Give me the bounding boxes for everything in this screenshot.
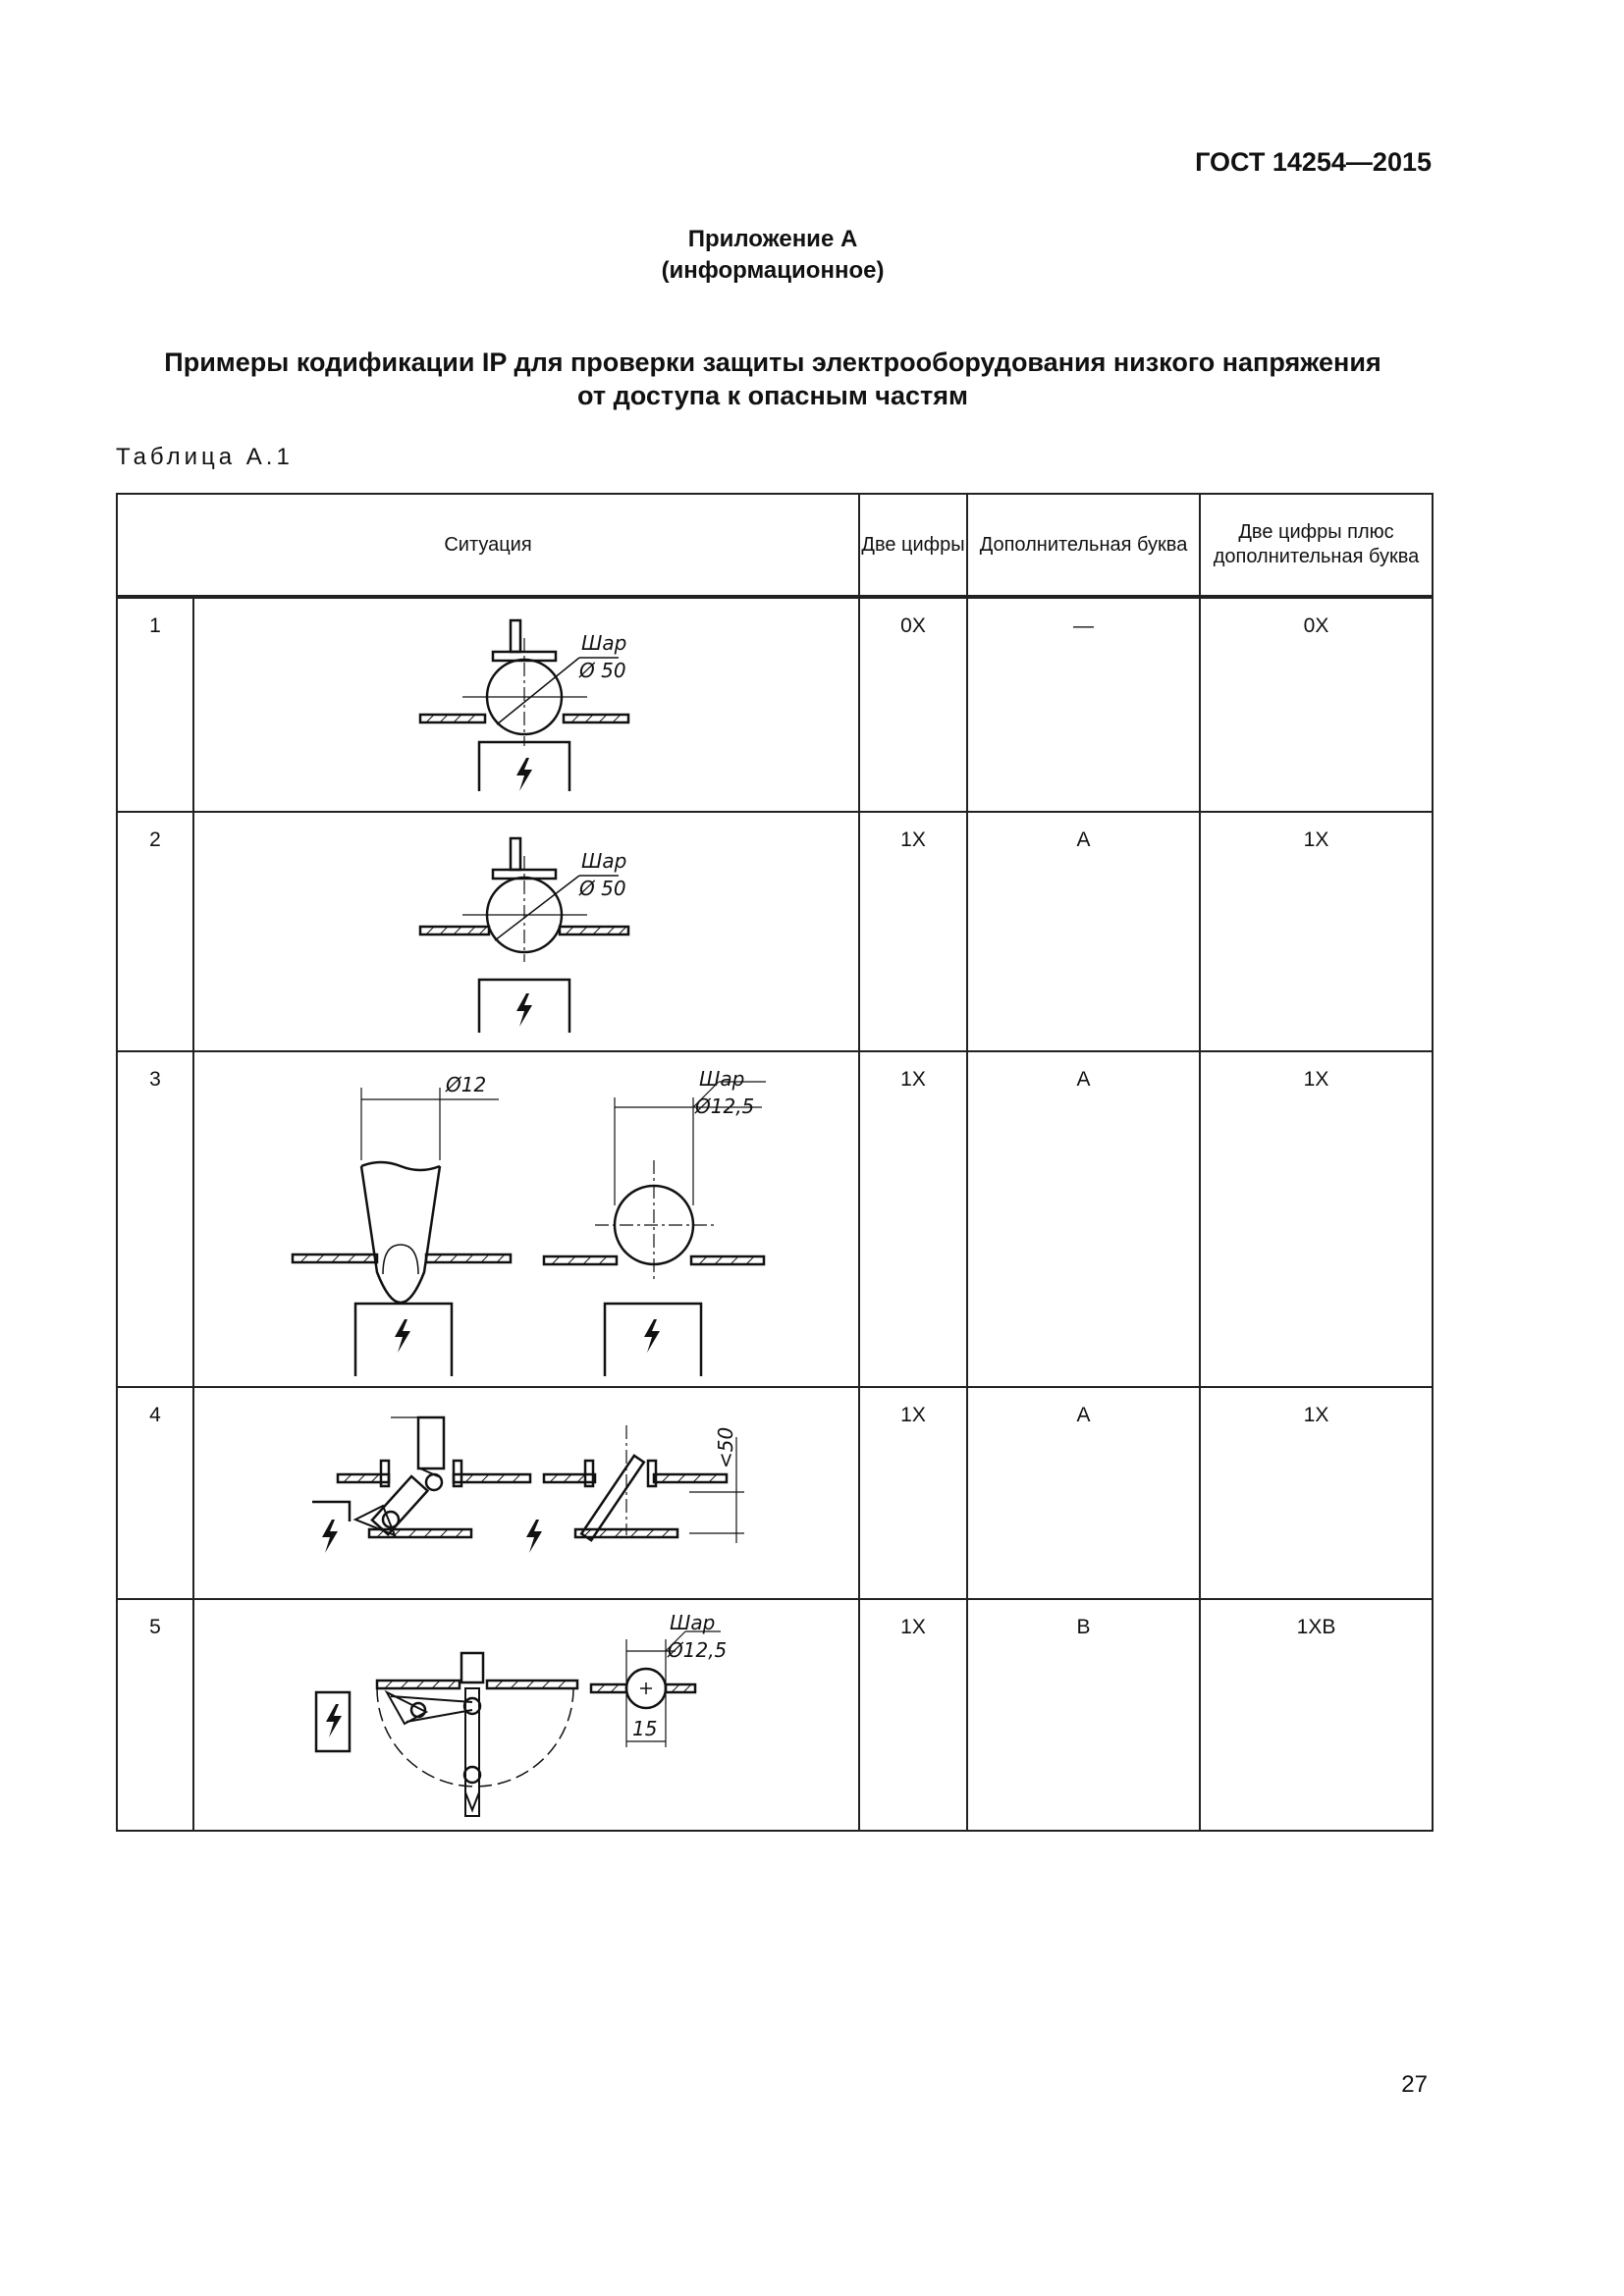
situation-figure-1 <box>193 597 859 812</box>
combined-code-value: 0X <box>1200 597 1433 812</box>
high-voltage-icon <box>644 1319 660 1353</box>
high-voltage-icon <box>322 1520 338 1553</box>
diameter-label: Ø 50 <box>579 659 626 682</box>
ball-50-blocked-opening-diagram <box>194 813 858 1050</box>
standard-number: ГОСТ 14254—2015 <box>1195 147 1432 177</box>
additional-letter-value: B <box>967 1599 1200 1831</box>
additional-letter-value: A <box>967 1051 1200 1387</box>
tool-and-ball-12-5-diagram <box>194 1600 858 1830</box>
high-voltage-icon <box>395 1319 410 1353</box>
finger-and-ball-diagram <box>194 1052 858 1386</box>
ip-examples-table <box>116 493 1434 1832</box>
hatching <box>385 1681 691 1692</box>
two-digits-value: 0X <box>859 597 967 812</box>
combined-code-value: 1X <box>1200 812 1433 1051</box>
document-title-line1: Примеры кодификации IP для проверки защиты электрооборудования низкого напряжения <box>164 347 1381 377</box>
ball-label: Шар <box>670 1611 716 1634</box>
table-row <box>117 1599 1433 1831</box>
situation-figure-4 <box>193 1387 859 1599</box>
page-number: 27 <box>1401 2071 1428 2098</box>
annex-type: (информационное) <box>661 257 885 284</box>
table-row <box>117 1387 1433 1599</box>
annex-heading <box>0 224 1545 287</box>
ball-label: Шар <box>581 631 627 655</box>
additional-letter-value: — <box>967 597 1200 812</box>
header-two-digits-plus-letter: Две цифры плюс дополнительная буква <box>1200 494 1433 597</box>
situation-figure-5 <box>193 1599 859 1831</box>
combined-code-value: 1XB <box>1200 1599 1433 1831</box>
header-two-digits: Две цифры <box>859 494 967 597</box>
additional-letter-value: A <box>967 812 1200 1051</box>
situation-figure-3 <box>193 1051 859 1387</box>
row-number: 4 <box>117 1387 193 1599</box>
ball-label: Шар <box>581 849 627 873</box>
ball-50-open-opening-diagram <box>194 599 858 811</box>
two-digits-value: 1X <box>859 1387 967 1599</box>
row-number: 3 <box>117 1051 193 1387</box>
distance-label: 15 <box>632 1717 658 1740</box>
table-row <box>117 597 1433 812</box>
row-number: 5 <box>117 1599 193 1831</box>
combined-code-value: 1X <box>1200 1387 1433 1599</box>
diameter-label: Ø 50 <box>579 877 626 900</box>
row-number: 2 <box>117 812 193 1051</box>
two-digits-value: 1X <box>859 1051 967 1387</box>
situation-figure-2 <box>193 812 859 1051</box>
two-digits-value: 1X <box>859 1599 967 1831</box>
combined-code-value: 1X <box>1200 1051 1433 1387</box>
high-voltage-icon <box>526 1520 542 1553</box>
header-additional-letter: Дополнительная буква <box>967 494 1200 597</box>
annex-title: Приложение А <box>687 226 858 252</box>
table-row <box>117 1051 1433 1387</box>
header-situation: Ситуация <box>117 494 859 597</box>
hatching <box>344 1474 717 1537</box>
finger-diameter-label: Ø12 <box>446 1073 487 1096</box>
table-caption: Таблица А.1 <box>116 444 294 470</box>
additional-letter-value: A <box>967 1387 1200 1599</box>
table-header-row <box>117 494 1433 597</box>
two-digits-value: 1X <box>859 812 967 1051</box>
distance-label: <50 <box>714 1426 737 1468</box>
high-voltage-icon <box>516 758 532 791</box>
high-voltage-icon <box>516 993 532 1027</box>
high-voltage-icon <box>326 1704 342 1737</box>
ball-diameter-label: Ø12,5 <box>668 1638 728 1662</box>
table-row <box>117 812 1433 1051</box>
ball-diameter-label: Ø12,5 <box>695 1095 755 1118</box>
articulated-finger-diagram <box>194 1388 858 1598</box>
row-number: 1 <box>117 597 193 812</box>
document-title-line2: от доступа к опасным частям <box>577 381 968 410</box>
ball-label: Шар <box>699 1067 745 1091</box>
document-title <box>0 346 1545 412</box>
